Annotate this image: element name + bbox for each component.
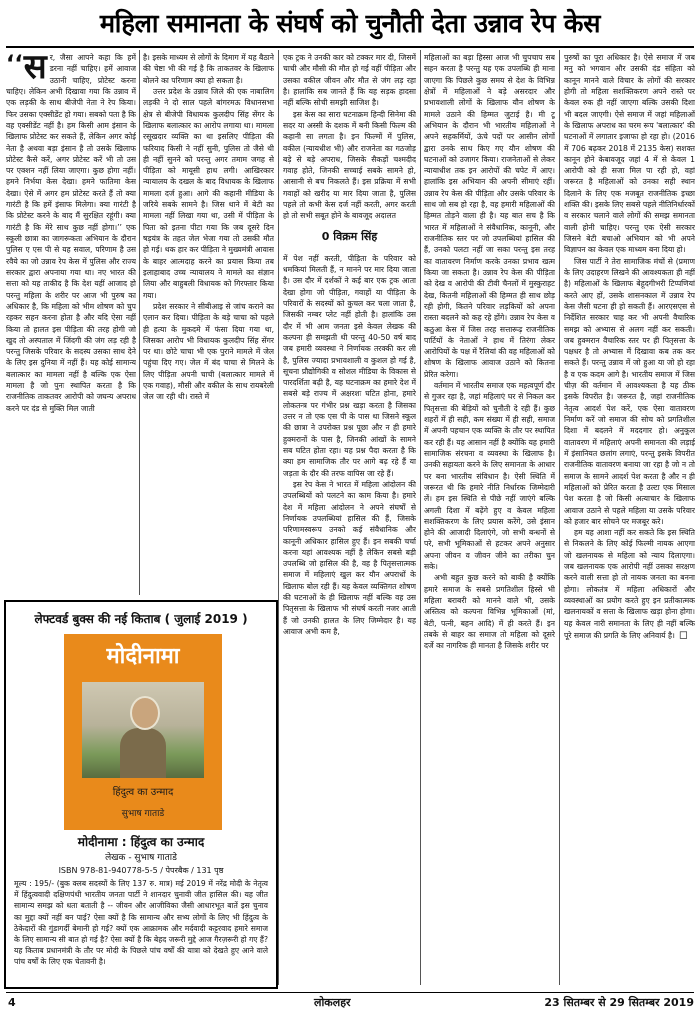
- page-number: 4: [8, 996, 16, 1009]
- publication-name: लोकलहर: [314, 996, 351, 1009]
- column-divider: [139, 50, 140, 595]
- paragraph-text: हम यह आशा नहीं कर सकते कि इस स्थिति से निकलने के लिए कोई फिल्मी नायक आएगा जो खलनायक से महिला को न्याय दिलाएगा। जब खलनायक एक आरोपी नहीं उसका सरक्षण करने वाली सत्ता हो तो नायक जनता का बनना होगा। लोकतंत्र में महिला अधिकारों और व्यवस्थाओं का प्रयोग करते हुए इन प्रतीकात्मक खलनायकों व सत्ता के खिलाफ खड़ा होना होगा। यह केवल नारी समानता के लिए ही नहीं बल्कि पूरे समाज की प्रगति के लिए अनिवार्य है।: [564, 528, 695, 640]
- article-paragraph: अभी बहुत कुछ करने को बाकी है क्योंकि हमारे समाज के सबसे प्रगतिशील हिस्से भी महिला बराबरी को मानने वाले भी, उसके अस्तित्व को कल्पना विभिन्न भूमिकाओं (मां, बेटी, पत्नी, बहन आदि) में ही करते हैं। इन तबके से बाहर का समाज तो महिला को दूसरे दर्जे का नागरिक ही मानता है जिसके शरीर पर: [424, 573, 555, 651]
- article-paragraph: [6, 52, 136, 414]
- article-column-4: [424, 52, 555, 987]
- headline-rule: [6, 46, 694, 48]
- opening-quote: ‘‘: [6, 52, 23, 77]
- column-divider: [278, 50, 279, 985]
- article-paragraph: जिस पार्टी ने तेरा सामाजिक मंचों से (प्रमाण के लिए उदाहरण लिखने की आवश्यकता ही नहीं है) महिलाओं के खिलाफ बेहूदगीभरी टिप्पणियां करते आए हों, उसके शासनकाल में उन्नाव रेप केस जैसी घटना ही हो सकती हैं। आरएसएस से निर्देशित सरकार चाह कर भी अपनी वैचारिक समझ को अभ्यास से अलग नहीं कर सकती। जब हुक्मरान वैचारिक स्तर पर ही पितृसत्ता के पक्षधर है तो अभ्यास में दिखावा कब तक कर सकते हैं। परन्तु उन्नाव में जो हुआ या जो हो रहा है व एक कदम आगे है। भारतीय समाज में जिस चीज़ की वर्तमान में आवश्यकता है यह ठीक इसके विपरीत है। जरूरत है, जहां राजनीतिक नेतृत्व आदर्श पेश करें, एक ऐसा वातावरण निर्माण करें जो समाज की सोच को प्रगतिशील दिशा में बदलने में मददगार हो। अनुकूल वातावरण में महिलाएं अपनी समानता की लड़ाई में इंसानियत छलांग लगाएं, परन्तु इसके विपरीत राजनीतिक वातावरण बनाया जा रहा है जो न तो समाज के सामने आदर्श पेश करता है और न ही महिलाओं को प्रेरित करता है उल्टा एक मिसाल पेश करता है जो किसी अत्याचार के खिलाफ आवाज उठाने से पहले महिला या उसके परिवार को हजार बार सोचने पर मजबूर करे।: [564, 256, 695, 526]
- column-divider: [420, 50, 421, 985]
- end-mark-icon: ◻: [678, 627, 689, 641]
- drop-cap: स: [23, 52, 47, 87]
- article-column-5: [564, 52, 695, 987]
- cover-figure-body: [120, 728, 166, 778]
- cover-figure-mask: [130, 696, 160, 730]
- article-paragraph: पुरुषों का पूरा अधिकार है। ऐसे समाज में जब मनु को भगवान और उसकी दंड संहिता को कानून मानने वाले विचार के लोगों की सरकार होगी तो महिला सशक्तिकरण अपने रास्ते पर केवल रुक ही नहीं जाएगा बल्कि उसकी दिशा भी बदल जाएगी। ऐसे समाज में जहां महिलाओं के खिलाफ अपराध का चरम रूप 'बलात्कार' की घटनाओं में लगातार इजाफा हो रहा हो। (2016 में 706 बढ़कर 2018 में 2135 केस) सशक्त कानून होने केबावजूद जहां 4 में से केवल 1 आरोपी को ही सजा मिल पा रही हो, वहां जरूरत है महिलाओं को उनका सही स्थान दिलाने के लिए एक मजबूत राजनीतिक इच्छा शक्ति की। इसके लिए सबसे पहले नीतिनिर्धारकों व सरकार चलाने वाले लोगों की समझ समानता वाली होनी चाहिए। परन्तु एक ऐसी सरकार जिसने बेटी बचाओ अभियान को भी अपने विज्ञापन का केवल एक माध्यम बना दिया हो।: [564, 53, 695, 255]
- paragraph-text: र, जैसा आपने कहा कि हमें डरना नहीं चाहिए। हमें आवाज उठानी चाहिए, प्रोटेस्ट करना चाहिए। लेकिन अभी दिखावा गया कि उन्नाव में एक लड़की के साथ बीजेपी नेता ने रेप किया। फिर उसका एक्सीडेंट हो गया। सबको पता है कि वह एक्सीडेंट नहीं है। हम किसी आम इंसान के खिलाफ प्रोटेस्ट कर सकते हैं, लेकिन अगर कोई नेता है अथवा बड़ा इंसान है तो उसके खिलाफ प्रोटेस्ट कैसे करें, अगर प्रोटेस्ट करें भी तो उस पर एक्शन नहीं लिया जाएगा। कुछ होगा नहीं। हमने निर्भया केस देखा। हमने फातिमा केस देखा। ऐसे में अगर हम प्रोटेस्ट करते हैं तो क्या गारंटी है कि हमें इंसाफ मिलेगा। क्या गारंटी है कि प्रोटेस्ट करने के बाद मैं सुरक्षित रहूंगी। क्या गारंटी है कि मेरे साथ कुछ नहीं होगा।’’ एक स्कूली छात्रा का जागरूकता अभियान के दौरान पुलिस ए एस पी से यह सवाल, परिणाम है उस रवैये का जो उन्नाव रेप केस में पुलिस और राज्य सरकार द्वारा अपनाया गया था। नए भारत की सत्ता को यह ताकीद है कि देश यहीं आजाद हो परन्तु महिला के शरीर पर आज भी पुरुष का अधिकार है, कि महिला को भीम शोषण को चुप रहकर सहन करना होता है और यदि ऐसा नहीं किया तो हालत इस पीड़िता की तरह होगी जो खुद तो अस्पताल में जिंदगी की जंग लड़ रही है परन्तु जिसके परिवार के सदस्य उसका साथ देने के लिए इस दुनिया में नहीं हैं। यह कोई सामान्य बलात्कार का मामला नहीं है बल्कि एक ऐसा मामला है जो पुनः स्थापित करता है कि राजनीतिक ताकतवर आरोपी को जघन्य अपराध करने पर दंड से मुक्ति मिल जाती: [6, 53, 136, 413]
- issue-dates: 23 सितम्बर से 29 सितम्बर 2019: [544, 996, 694, 1009]
- book-ad-title: लेफ्टवर्ड बुक्स की नई किताब ( जुलाई 2019 ): [34, 612, 248, 626]
- column-divider: [559, 50, 560, 985]
- cover-subtitle: हिंदुत्व का उन्माद: [112, 787, 174, 798]
- cover-author: सुभाष गाताडे: [121, 809, 165, 819]
- cover-title: मोदीनामा: [106, 644, 180, 669]
- book-title-line: मोदीनामा : हिंदुत्व का उन्माद: [77, 835, 205, 849]
- article-paragraph: उत्तर प्रदेश के उन्नाव जिले की एक नाबालिग लड़की ने दो साल पहले बांगरमऊ विधानसभा क्षेत्र से बीजेपी विधायक कुलदीप सिंह सेंगर के खिलाफ बलात्कार का आरोप लगाया था। मामला रसूखदार व्यक्ति का था इसलिए पीड़िता की फरियाद किसी ने नहीं सुनी, पुलिस तो जैसे थी ही नहीं सुनने को परन्तु अगर तमाम जगह से पीड़िता को मायूसी हाथ लगी। आखिरकार न्यायालय के दखल के बाद विधायक के खिलाफ मामला दर्ज हुआ। आगे की कहानी मीडिया के जरिये सबके सामने है। जिस थाने में बेटी का मामला नहीं लिखा गया था, उसी में पीड़िता के पिता को इतना पीटा गया कि जब दूसरे दिन षड़यंत्र के तहत जेल भेजा गया तो उसकी मौत हो गई। थक हार कर पीड़िता ने मुख्यमंत्री आवास के बाहर आत्मदाह करने का प्रयास किया तब इलाहाबाद उच्च न्यायालय ने मामले का संज्ञान लिया और बाहुबली विधायक को गिरफ्तार किया गया।: [143, 86, 274, 300]
- article-paragraph: वर्तमान में भारतीय समाज एक महत्वपूर्ण दौर से गुजर रहा है, जहां महिलाएं घर से निकल कर पितृसत्ता की बेड़ियों को चुनौती दे रही हैं। कुछ शहरों में ही सही, कम संख्या में ही सही, समाज में अपनी पहचान एक व्यक्ति के तौर पर स्थापित कर रही हैं। यह आसान नहीं है क्योंकि यह हमारी सामाजिक संरचना व व्यवस्था के खिलाफ है। उनकी सहायता करने के लिए समानता के आधार पर बना भारतीय संविधान है। ऐसी स्थिति में जरूरत थी कि हमारे नीति निर्धारक जिम्मेदारी लें। हम इस स्थिति से पीछे नहीं जाएंगे बल्कि अगली दिशा में बढ़ेंगे हुए व केवल महिला सशक्तिकरण के लिए प्रयास करेंगे, उसे इंसान होने की आजादी दिलाएंगे, जो सभी बन्धनों से परे, सभी भूमिकाओं से हटकर अपने अनुसार अपना जीवन व जीवन जीने का तरीका चुन सके।: [424, 381, 555, 572]
- cover-photo: [82, 682, 204, 778]
- headline: महिला समानता के संघर्ष को चुनौती देता उन्नाव रेप केस: [99, 9, 601, 39]
- article-paragraph: है। इसके माध्यम से लोगों के दिमाग में यह बैठाने की चेष्टा भी की गई है कि ताकतवर के खिलाफ बोलने का परिणाम क्या हो सकता है।: [143, 53, 274, 85]
- author-byline: 0 विक्रम सिंह: [321, 229, 378, 243]
- book-description: मूल्य : 195/- (बुक क्लब सदस्यों के लिए 137 रु. मात्र) मई 2019 में नरेंद्र मोदी के नेतृत्व में हिंदुत्ववादी दक्षिणपंथी भारतीय जनता पार्टी ने शानदार चुनावी जीत हासिल की। यह जीत सामान्य समझ को धता बताती है -- जीवन और आजीविका जैसी आधारभूत बातें इस चुनाव का मुद्दा क्यों नहीं बन पाई? ऐसा क्यों है कि सामान्य और सभ्य लोगों के लिए भी हिंदुत्व के ठेकेदारों की गुंडागर्दी बेमानी हो गई? क्यों एक आक्रामक और मर्दवादी कट्टरवाद हमारे समाज के लिए सामान्य सी बात हो गई है? ऐसा क्यों है कि बेहद जरूरी मुद्दे आज गैरज़रूरी हो गए हैं? यह किताब प्रधानमंत्री के तौर पर मोदी के पिछले पांच वर्षों की यात्रा को देखते हुए आने वाले पांच वर्षों के लिए एक चेतावनी है।: [14, 879, 268, 967]
- book-ad-box: [4, 600, 278, 989]
- book-meta-line: ISBN 978-81-940778-5-5 / पेपरबैक / 131 पृष्ठ: [58, 866, 224, 875]
- footer-rule: [6, 992, 694, 993]
- article-paragraph: एक ट्रक ने उनकी कार को टक्कर मार दी, जिसमें चाची और मौसी की मौत हो गई वहीं पीड़िता और उसका वकील जीवन और मौत से जंग लड़ रहा है। हालांकि सब जानते हैं कि यह सड़क हादसा नहीं बल्कि सोची समझी साजिश है।: [283, 53, 416, 108]
- article-paragraph: में पेश नहीं करती, पीड़िता के परिवार को धमकियां मिलती हैं, न मानने पर मार दिया जाता है। उस दौर में दर्शकों ने कई बार एक ट्रक आता देखा होगा जो पीड़िता, गवाहों या पीड़िता के परिवारों के सदस्यों को कुचल कर चला जाता है, जिसकी नम्बर प्लेट नहीं होती है। हालांकि उस दौर में भी आम जनता इसे केवल लेखक की कल्पना ही समझती थी परन्तु 40-50 वर्ष बाद जब हमारी व्यवस्था ने निर्णायक तरक्की कर ली है, पुलिस ज्यादा प्रभावशाली व कुशल हो गई है, सूचना प्रौद्योगिकी व सोशल मीडिया के विकास से पारदर्शिता बढ़ी है, यह घटनाक्रम का हमारे देश में सबसे बड़े राज्य में अक्षरशः घटित होना, हमारे लोकतन्त्र पर गंभीर प्रश्न खड़ा करता है जिसका उत्तर न तो एक एस पी के पास था जिसने स्कूल की छात्रा ने उपरोक्त प्रश्न पूछा और न ही हमारे हुक्मरानों के पास है, जिनकी आंखों के सामने सब घटित होता रहा। यह प्रश्न पैदा करता है कि क्या हम सामाजिक तौर पर आगे बढ़ रहे हैं या जड़ता के दौर की तरफ वापिस जा रहे हैं।: [283, 253, 416, 478]
- article-paragraph: प्रदेश सरकार ने सीबीआइ से जांच कराने का एलान कर दिया। पीड़िता के बड़े चाचा को पहले ही हत्या के मुकदमे में फंसा दिया गया था, जिसका आरोप भी विधायक कुलदीप सिंह सेंगर पर था। छोटे चाचा भी एक पुराने मामले में जेल पहुंचा दिए गए। जेल में बंद चाचा से मिलने के लिए पीड़िता अपनी चाची (बलात्कार मामले में एक गवाह), मौसी और वकील के साथ रायबरेली जेल जा रही थी। रास्ते में: [143, 301, 274, 402]
- book-cover-image: [64, 634, 222, 830]
- article-column-3: [283, 52, 416, 987]
- article-column-2: [143, 52, 274, 592]
- book-author-line: लेखक - सुभाष गाताडे: [105, 853, 177, 863]
- article-paragraph: महिलाओं का बड़ा हिस्सा आज भी चुपचाप सब सहन करता है परन्तु यह एक उपलब्धि ही माना जाएगा कि पिछले कुछ समय से देश के विभिन्न क्षेत्रों में महिलाओं ने बड़े असरदार और प्रभावशाली लोगों के खिलाफ यौन शोषण के मामले उठाने की हिम्मत जुटाई है। मी टू अभियान के दौरान भी भारतीय महिलाओं ने अपने सहकर्मियों, ऊंचे पदों पर आसीन लोगों द्वारा उनके साथ किए गए यौन शोषण की घटनाओं को उजागर किया। राजनेताओं से लेकर न्यायाधीश तक इन आरोपों की चपेट में आए। हालांकि इस अभियान की अपनी सीमाएं रहीं। उन्नाव रेप केस की पीड़िता और उसके परिवार के साथ जो सब हो रहा है, वह हमारी महिलाओं की हिम्मत तोड़ने वाला ही है। यह बात सच है कि भारत में महिलाओं ने संवैधानिक, कानूनी, और राजनीतिक स्तर पर जो उपलब्धियां हासिल की हैं, उनको पलटा नहीं जा सका परन्तु इस तरह का वातावरण निर्माण करके उनका प्रभाव खत्म किया जा सकता है। उन्नाव रेप केस की पीड़िता को देख व आरोपी की टीवी चैनलों में मुस्कुराहट देख, कितनी महिलाओं की हिम्मत ही साथ छोड़ रही होगी, कितने परिवार लड़कियों को अपना रास्ता बदलने को कह रहे होंगे। उन्नाव रेप केस व कठुआ केस में जिस तरह सत्तारूढ़ राजनीतिक पार्टियों के नेताओं ने हाथ में तिरंगा लेकर आरोपियों के पक्ष में रैलियां की वह महिलाओं को शोषण के खिलाफ आवाज उठाने को कितना प्रेरित करेगा।: [424, 53, 555, 379]
- article-paragraph: इस रेप केस ने भारत में महिला आंदोलन की उपलब्धियों को पलटने का काम किया है। हमारे देश में महिला आंदोलन ने अपने संघर्षों से निर्णायक उपलब्धियां हासिल की हैं, जिसके परिणामस्वरूप उनको कई संवैधानिक और कानूनी अधिकार हासिल हुए हैं। इन सबकी चर्चा करना यहां आवश्यक नहीं है लेकिन सबसे बड़ी उपलब्धि जो हासिल की है, वह है पितृसत्तात्मक समाज में महिलाएं खुल कर यौन अपराधों के खिलाफ बोल रही हैं। यह केवल व्यक्तिगत शोषण की घटनाओं के ही खिलाफ नहीं बल्कि वह उस पितृसत्ता के खिलाफ भी संघर्ष करती नजर आती हैं जो उनकी हालत के लिए जिम्मेदार है। यह आवाज अभी कम है,: [283, 479, 416, 636]
- article-paragraph: [564, 527, 695, 641]
- article-paragraph: इस केस का सारा घटनाक्रम हिन्दी सिनेमा की सदर या अस्सी के दशक में बनी किसी फिल्म की कहानी सा लगता है। इन फिल्मों में पुलिस, वकील (न्यायधीश भी) और राजनेता का गठजोड़ बड़े से बड़े अपराध, जिसके सैकड़ों चश्मदीद गवाह होते, जिनकी सच्चाई सबके सामने हो, आसानी से बच निकलते हैं। इस प्रक्रिया में सभी गवाहों को खरीद या मार दिया जाता है, पुलिस पहले तो कभी केस दर्ज नहीं करती, अगर करती हो तो सभी सबूत होने के बावजूद अदालत: [283, 109, 416, 221]
- article-column-1: [6, 52, 136, 592]
